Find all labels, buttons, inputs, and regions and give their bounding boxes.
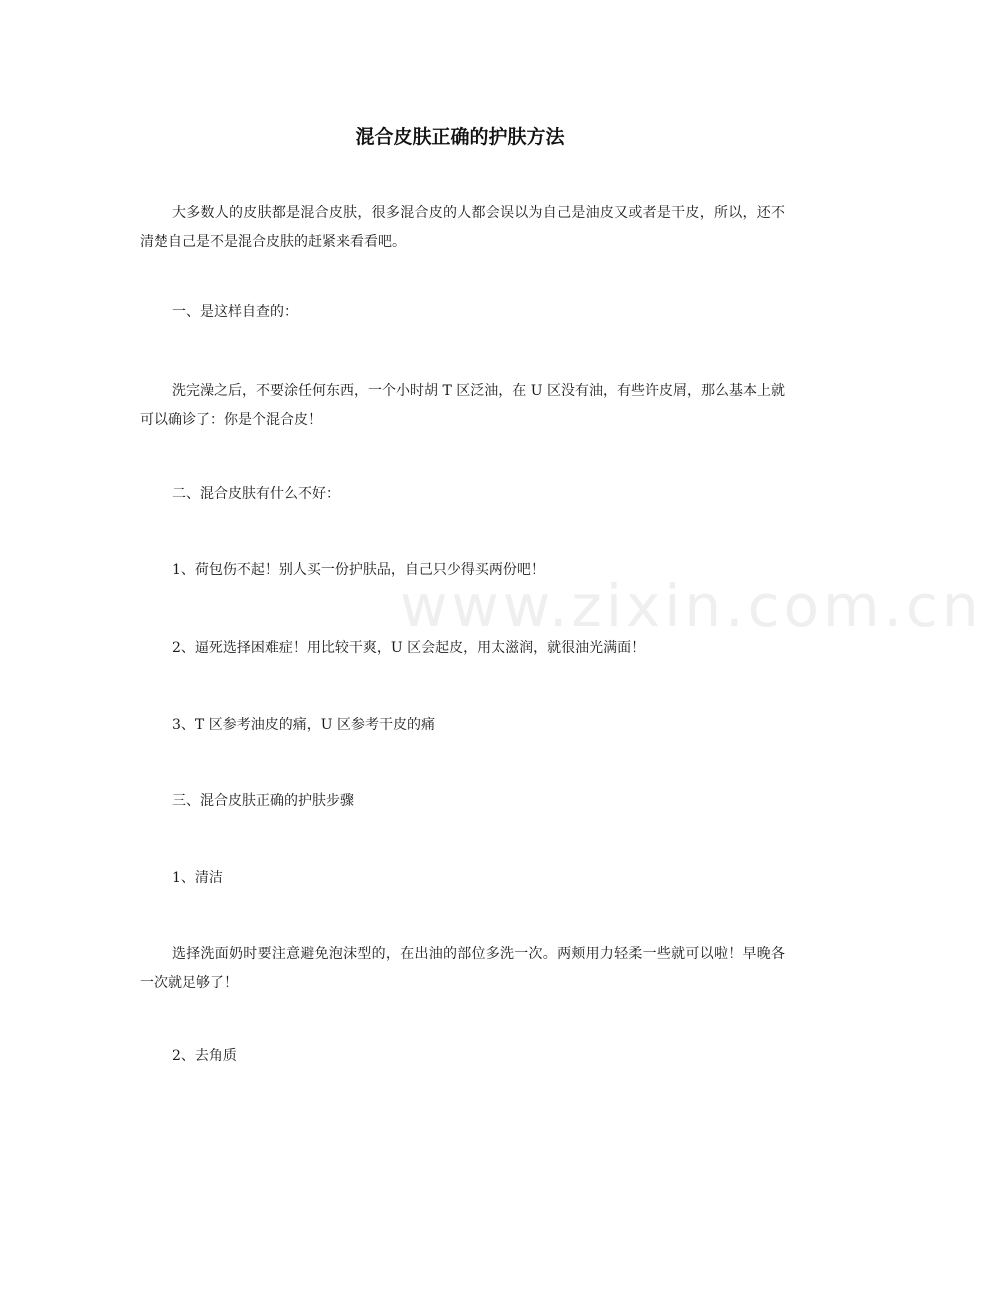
cleansing-paragraph: 选择洗面奶时要注意避免泡沫型的，在出油的部位多洗一次。两颊用力轻柔一些就可以啦！早晚各一次就足够了！ xyxy=(140,946,785,991)
intro-paragraph: 大多数人的皮肤都是混合皮肤，很多混合皮的人都会误以为自己是油皮又或者是干皮，所以，还不清楚自己是不是混合皮肤的赶紧来看看吧。 xyxy=(140,205,785,250)
section-heading-steps: 三、混合皮肤正确的护肤步骤 xyxy=(172,793,354,809)
step-heading-cleansing: 1、清洁 xyxy=(172,870,223,886)
watermark: www.zixin.com.cn xyxy=(400,572,983,640)
step-heading-exfoliation: 2、去角质 xyxy=(172,1048,237,1064)
drawback-item-2: 2、逼死选择困难症！用比较干爽，U 区会起皮，用太滋润，就很油光满面！ xyxy=(172,640,646,656)
document-title: 混合皮肤正确的护肤方法 xyxy=(355,126,565,148)
section-heading-drawbacks: 二、混合皮肤有什么不好： xyxy=(172,486,340,502)
drawback-item-1: 1、荷包伤不起！别人买一份护肤品，自己只少得买两份吧！ xyxy=(172,562,545,578)
drawback-item-3: 3、T 区参考油皮的痛，U 区参考干皮的痛 xyxy=(172,717,435,733)
section-heading-self-check: 一、是这样自查的： xyxy=(172,304,298,320)
self-check-paragraph: 洗完澡之后，不要涂任何东西，一个小时胡 T 区泛油，在 U 区没有油，有些许皮屑，那么基本上就可以确诊了：你是个混合皮！ xyxy=(140,383,785,428)
